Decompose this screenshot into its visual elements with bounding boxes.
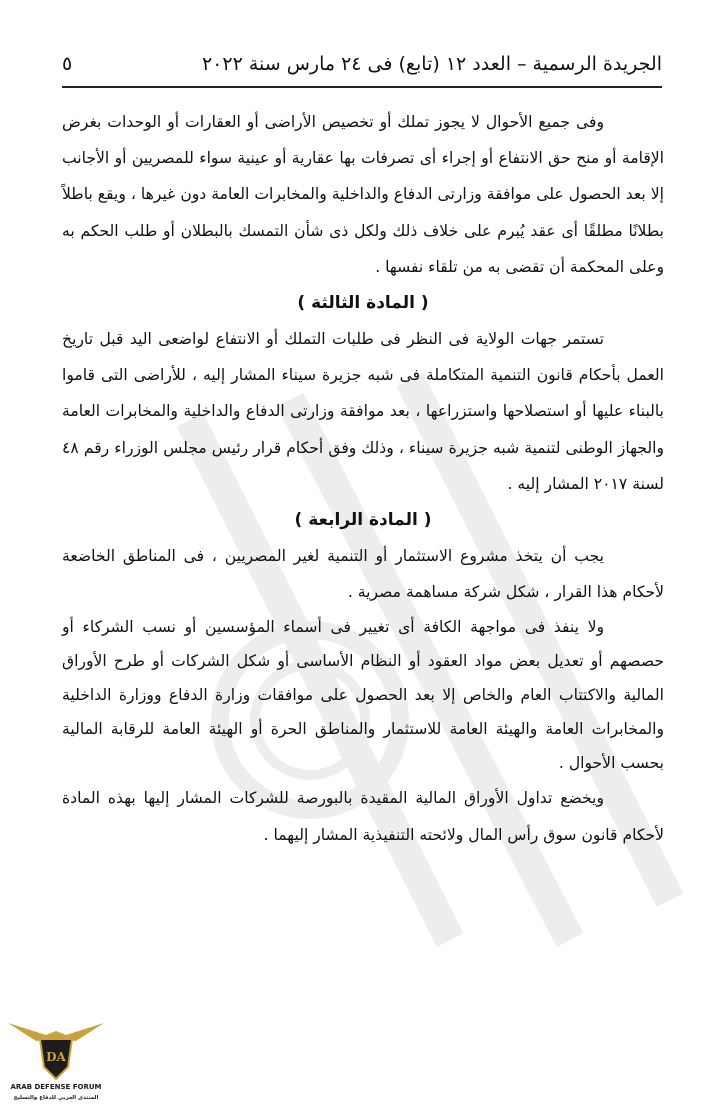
arab-defense-forum-logo xyxy=(6,1009,106,1099)
gazette-title: الجريدة الرسمية – العدد ١٢ (تابع) فى ٢٤ مارس سنة ٢٠٢٢ xyxy=(201,53,662,75)
paragraph-2: تستمر جهات الولاية فى النظر فى طلبات التملك أو الانتفاع لواضعى اليد قبل تاريخ العمل بأحكام قانون التنمية المتكاملة فى شبه جزيرة سيناء المشار إليه ، للأراضى التى قاموا بالبناء عليها أو استصلاحها واستزراعها ، بعد موافقة وزارتى الدفاع والداخلية والمخابرات العامة والجهاز الوطنى لتنمية شبه جزيرة سيناء ، وذلك وفق أحكام قرار رئيس مجلس الوزراء رقم ٤٨ لسنة ٢٠١٧ المشار إليه . xyxy=(62,330,664,493)
header-divider xyxy=(62,86,662,88)
article-3-heading: ( المادة الثالثة ) xyxy=(297,293,429,314)
paragraph-3: يجب أن يتخذ مشروع الاستثمار أو التنمية لغير المصريين ، فى المناطق الخاضعة لأحكام هذا القرار ، شكل شركة مساهمة مصرية . xyxy=(62,547,664,602)
logo-initials: DA xyxy=(46,1050,66,1064)
logo-arabic-name: المنتدى العربي للدفاع والتسليح xyxy=(13,1095,99,1101)
page-number: ٥ xyxy=(62,53,73,75)
paragraph-4: ولا ينفذ فى مواجهة الكافة أى تغيير فى أسماء المؤسسين أو نسب الشركاء أو حصصهم أو تعديل بعض مواد العقود أو النظام الأساسى أو شكل الشركات أو طرح الأوراق المالية والاكتتاب العام والخاص إلا بعد الحصول على موافقات وزارة الدفاع ووزارة الداخلية والمخابرات العامة والهيئة العامة للاستثمار والمناطق الحرة أو الهيئة العامة للرقابة المالية بحسب الأحوال . xyxy=(62,618,664,773)
article-4-heading: ( المادة الرابعة ) xyxy=(294,510,432,531)
document-body xyxy=(62,104,664,853)
paragraph-5: ويخضع تداول الأوراق المالية المقيدة بالبورصة للشركات المشار إليها بهذه المادة لأحكام قانون سوق رأس المال ولائحته التنفيذية المشار إليهما . xyxy=(62,789,664,844)
logo-name: ARAB DEFENSE FORUM xyxy=(10,1083,102,1091)
paragraph-1: وفى جميع الأحوال لا يجوز تملك أو تخصيص الأراضى أو العقارات أو الوحدات بغرض الإقامة أو منح حق الانتفاع أو إجراء أى تصرفات بها عقارية أو عينية سواء للمصريين أو الأجانب إلا بعد الحصول على موافقة وزارتى الدفاع والداخلية والمخابرات العامة دون غيرها ، ويقع باطلاً بطلانًا مطلقًا أى عقد يُبرم على خلاف ذلك ولكل ذى شأن التمسك بالبطلان أو طلب الحكم به وعلى المحكمة أن تقضى به من تلقاء نفسها . xyxy=(62,113,664,276)
page-header xyxy=(62,44,662,84)
